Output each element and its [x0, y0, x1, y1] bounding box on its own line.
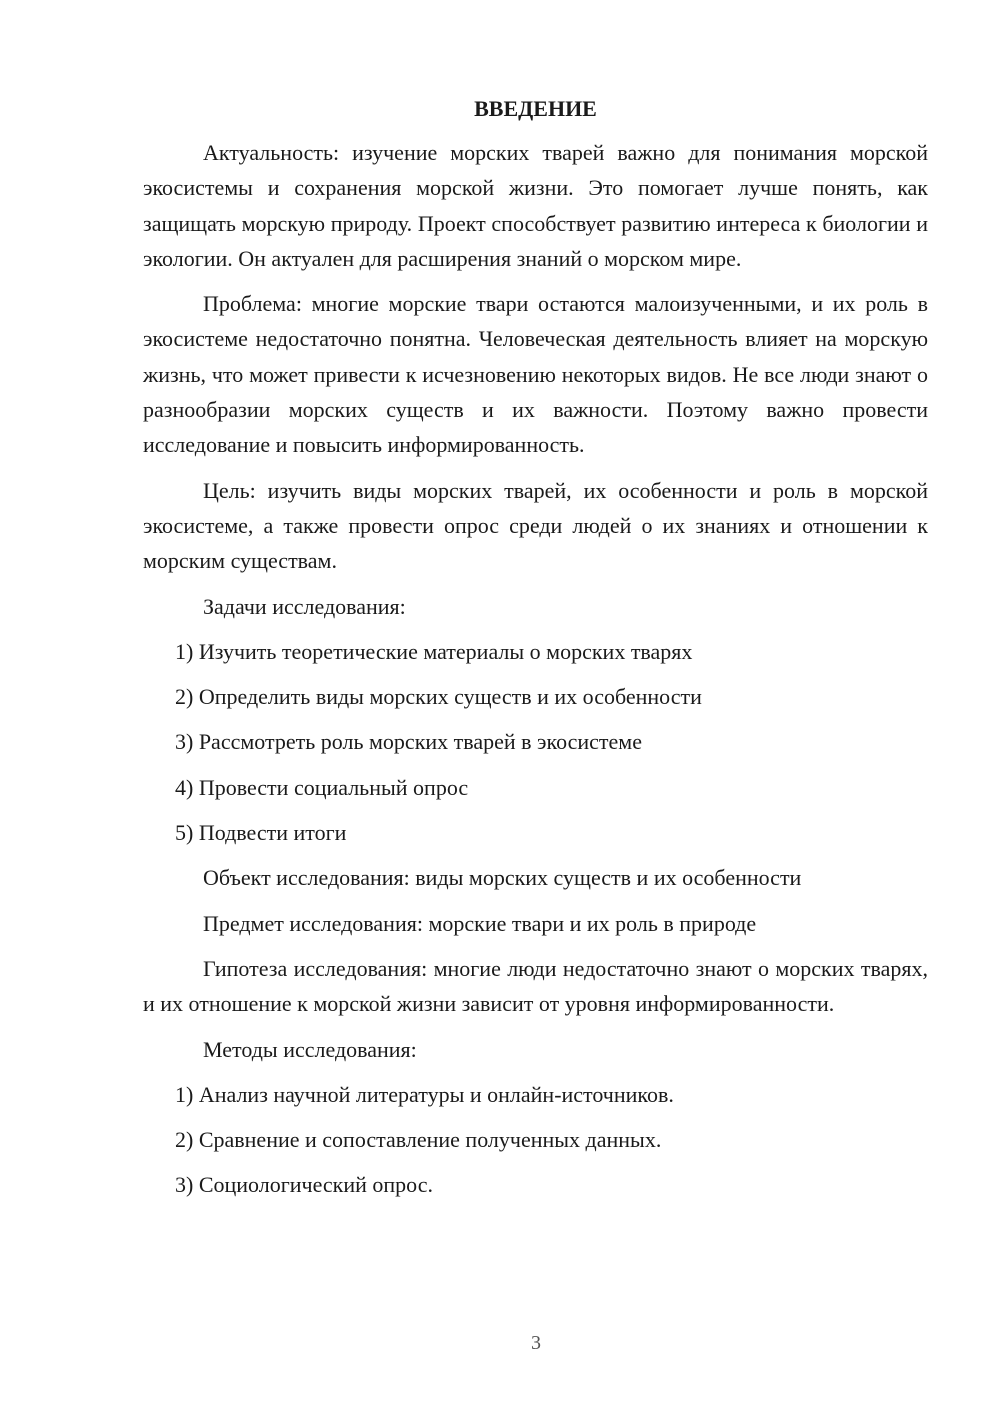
- method-item-2: 2) Сравнение и сопоставление полученных данных.: [175, 1127, 662, 1153]
- task-item-2: 2) Определить виды морских существ и их особенности: [175, 684, 702, 710]
- section-heading: ВВЕДЕНИЕ: [474, 96, 597, 121]
- task-item-1: 1) Изучить теоретические материалы о морских тварях: [175, 638, 693, 664]
- task-item-3: 3) Рассмотреть роль морских тварей в экосистеме: [175, 729, 642, 755]
- subject-line: Предмет исследования: морские твари и их роль в природе: [203, 910, 757, 936]
- method-item-3: 3) Социологический опрос.: [175, 1172, 433, 1198]
- relevance-paragraph: Актуальность: изучение морских тварей важно для понимания морской экосистемы и сохранения морской жизни. Это помогает лучше понять, как защищать морскую природу. Проект способствует развитию интереса к биологии и экологии. Он актуален для расширения знаний о морском мире.: [143, 140, 928, 271]
- goal-paragraph: Цель: изучить виды морских тварей, их особенности и роль в морской экосистеме, а также провести опрос среди людей о их знаниях и отношении к морским существам.: [143, 477, 928, 574]
- object-line: Объект исследования: виды морских существ и их особенности: [203, 865, 802, 891]
- page-number: 3: [531, 1332, 541, 1354]
- page-content: [143, 92, 928, 1203]
- method-item-1: 1) Анализ научной литературы и онлайн-источников.: [175, 1081, 674, 1107]
- hypothesis-paragraph: Гипотеза исследования: многие люди недостаточно знают о морских тварях, и их отношение к морской жизни зависит от уровня информированности.: [143, 955, 928, 1017]
- task-item-4: 4) Провести социальный опрос: [175, 774, 469, 800]
- tasks-title: Задачи исследования:: [203, 593, 406, 619]
- task-item-5: 5) Подвести итоги: [175, 820, 347, 846]
- problem-paragraph: Проблема: многие морские твари остаются малоизученными, и их роль в экосистеме недостаточно понятна. Человеческая деятельность влияет на морскую жизнь, что может привести к исчезновению некоторых видов. Не все люди знают о разнообразии морских существ и их важности. Поэтому важно провести исследование и повысить информированность.: [143, 291, 928, 458]
- methods-title: Методы исследования:: [203, 1036, 417, 1062]
